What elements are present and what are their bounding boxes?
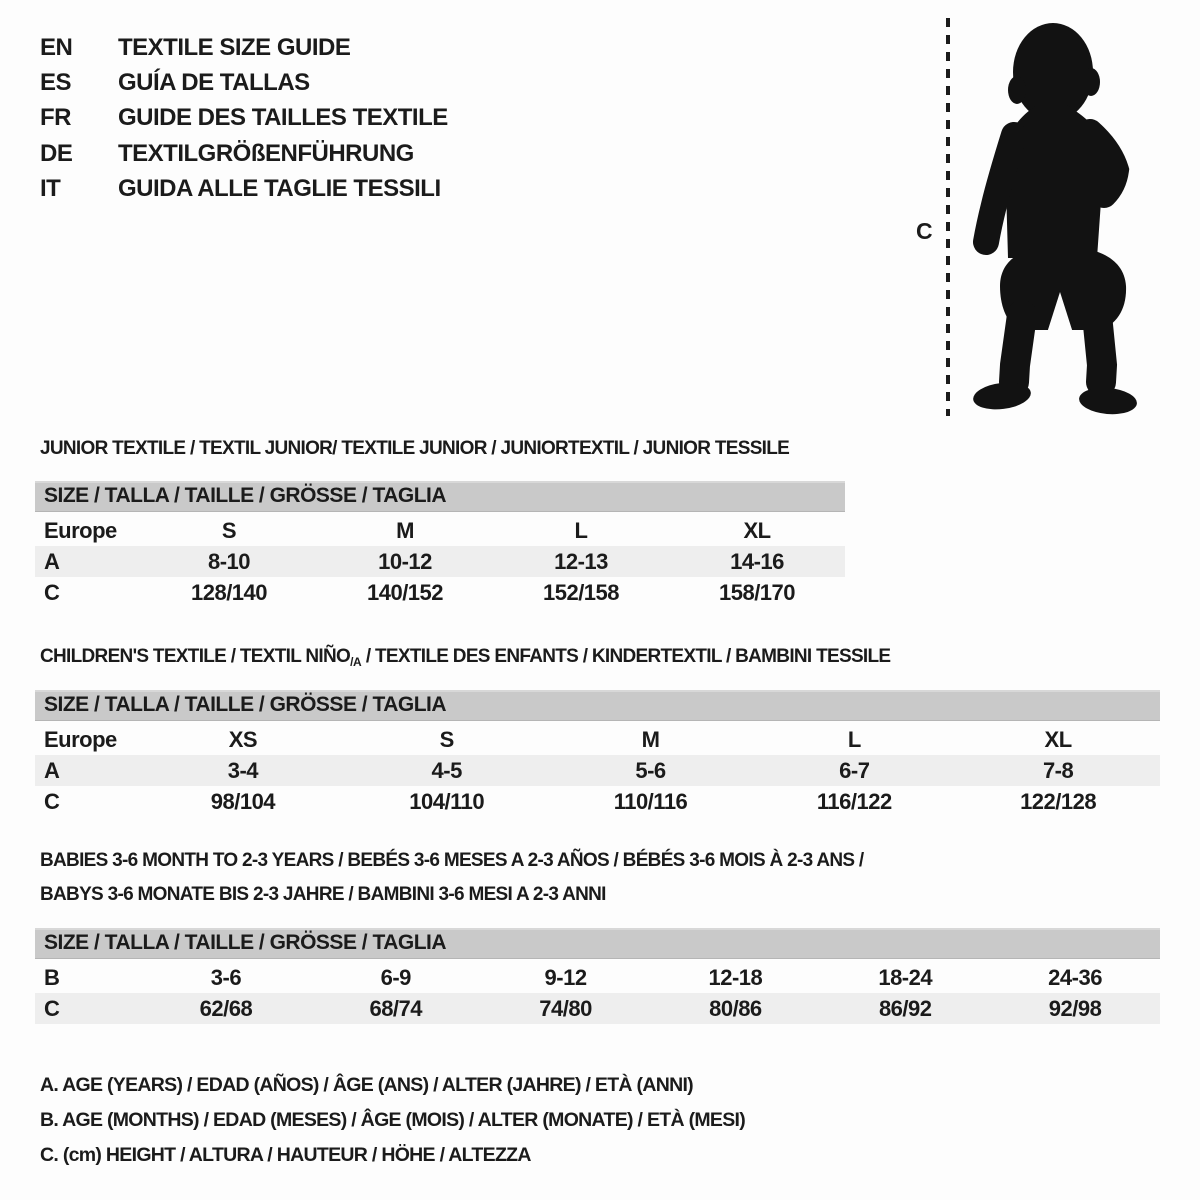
table-cell: 62/68 [199, 996, 253, 1021]
table-cell: 3-4 [227, 758, 259, 783]
junior-size-table [35, 481, 845, 608]
table-cell: M [641, 727, 660, 752]
lang-row-it [40, 172, 448, 207]
table-row [35, 515, 845, 546]
lang-title: GUIDA ALLE TAGLIE TESSILI [118, 175, 441, 203]
babies-size-table [35, 928, 1160, 1024]
lang-row-de [40, 136, 448, 171]
row-label: Europe [44, 727, 117, 752]
lang-title: GUÍA DE TALLAS [118, 69, 310, 97]
table-cell: 6-7 [839, 758, 870, 783]
row-label: B [44, 965, 60, 990]
table-cell: 10-12 [378, 549, 432, 574]
table-cell: 6-9 [380, 965, 411, 990]
table-cell: L [847, 727, 861, 752]
table-cell: 116/122 [816, 789, 892, 814]
row-label: A [44, 549, 60, 574]
table-row [35, 724, 1160, 755]
table-cell: XL [1044, 727, 1072, 752]
table-cell: 80/86 [709, 996, 762, 1021]
children-section-title [40, 646, 890, 669]
table-cell: 68/74 [369, 996, 423, 1021]
table-cell: 12-13 [554, 549, 608, 574]
table-cell: 110/116 [613, 789, 688, 814]
table-cell: 4-5 [431, 758, 462, 783]
lang-code: IT [40, 175, 61, 203]
lang-title: TEXTILE SIZE GUIDE [118, 33, 351, 61]
junior-section-title: JUNIOR TEXTILE / TEXTIL JUNIOR/ TEXTILE JUNIOR / JUNIORTEXTIL / JUNIOR TESSILE [40, 438, 790, 459]
table-cell: 8-10 [207, 549, 251, 574]
row-label: Europe [44, 518, 117, 543]
table-cell: 12-18 [708, 965, 763, 990]
size-header-bar: SIZE / TALLA / TAILLE / GRÖSSE / TAGLIA [35, 481, 845, 511]
lang-row-es [40, 65, 448, 100]
lang-title: GUIDE DES TAILLES TEXTILE [118, 104, 448, 132]
legend-line-c: C. (cm) HEIGHT / ALTURA / HAUTEUR / HÖHE / ALTEZZA [40, 1144, 531, 1166]
row-label: C [44, 996, 60, 1021]
table-row [35, 786, 1160, 817]
legend-line-a: A. AGE (YEARS) / EDAD (AÑOS) / ÂGE (ANS) / ALTER (JAHRE) / ETÀ (ANNI) [40, 1074, 693, 1096]
table-cell: S [439, 727, 454, 752]
children-title-sub: /A [350, 655, 362, 669]
height-figure [910, 16, 1160, 422]
table-cell: XS [228, 727, 258, 752]
height-measure-line [944, 18, 952, 418]
row-label: C [44, 580, 60, 605]
table-cell: 24-36 [1048, 965, 1102, 990]
table-cell: S [221, 518, 237, 543]
table-row [35, 755, 1160, 786]
table-cell: 9-12 [544, 965, 587, 990]
lang-row-en [40, 30, 448, 65]
measure-legend [40, 1068, 745, 1173]
table-cell: 92/98 [1048, 996, 1102, 1021]
lang-code: FR [40, 104, 71, 132]
height-measure-label: C [916, 218, 933, 244]
table-cell: L [574, 518, 588, 543]
children-size-table [35, 690, 1160, 817]
table-cell: 74/80 [539, 996, 592, 1021]
size-header-bar: SIZE / TALLA / TAILLE / GRÖSSE / TAGLIA [35, 690, 1160, 720]
lang-row-fr [40, 101, 448, 136]
table-cell: 128/140 [190, 580, 268, 605]
table-row [35, 577, 845, 608]
table-row [35, 546, 845, 577]
table-cell: 3-6 [210, 965, 242, 990]
lang-code: ES [40, 69, 72, 97]
table-cell: 122/128 [1020, 789, 1097, 814]
table-cell: M [396, 518, 414, 543]
lang-code: EN [40, 33, 73, 61]
table-cell: 158/170 [718, 580, 796, 605]
table-cell: 14-16 [730, 549, 784, 574]
table-cell: 152/158 [542, 580, 620, 605]
toddler-silhouette-icon [962, 20, 1142, 416]
table-cell: 86/92 [878, 996, 932, 1021]
table-cell: 98/104 [210, 789, 276, 814]
table-row [35, 962, 1160, 993]
legend-line-b: B. AGE (MONTHS) / EDAD (MESES) / ÂGE (MOIS) / ALTER (MONATE) / ETÀ (MESI) [40, 1109, 746, 1131]
table-row [35, 993, 1160, 1024]
language-header [40, 30, 448, 207]
row-label: A [44, 758, 60, 783]
table-cell: 5-6 [635, 758, 666, 783]
table-cell: 104/110 [409, 789, 485, 814]
children-title-part1: CHILDREN'S TEXTILE / TEXTIL NIÑO [40, 646, 351, 667]
table-cell: 7-8 [1042, 758, 1074, 783]
table-cell: 18-24 [878, 965, 933, 990]
lang-title: TEXTILGRÖßENFÜHRUNG [118, 139, 414, 167]
babies-section-title-line1: BABIES 3-6 MONTH TO 2-3 YEARS / BEBÉS 3-6 MESES A 2-3 AÑOS / BÉBÉS 3-6 MOIS À 2-3 ANS / [40, 850, 864, 871]
row-label: C [44, 789, 60, 814]
size-header-bar: SIZE / TALLA / TAILLE / GRÖSSE / TAGLIA [35, 928, 1160, 958]
table-cell: 140/152 [366, 580, 444, 605]
table-cell: XL [743, 518, 771, 543]
children-title-part2: / TEXTILE DES ENFANTS / KINDERTEXTIL / BAMBINI TESSILE [361, 646, 891, 667]
lang-code: DE [40, 139, 73, 167]
babies-section-title-line2: BABYS 3-6 MONATE BIS 2-3 JAHRE / BAMBINI 3-6 MESI A 2-3 ANNI [40, 884, 606, 905]
